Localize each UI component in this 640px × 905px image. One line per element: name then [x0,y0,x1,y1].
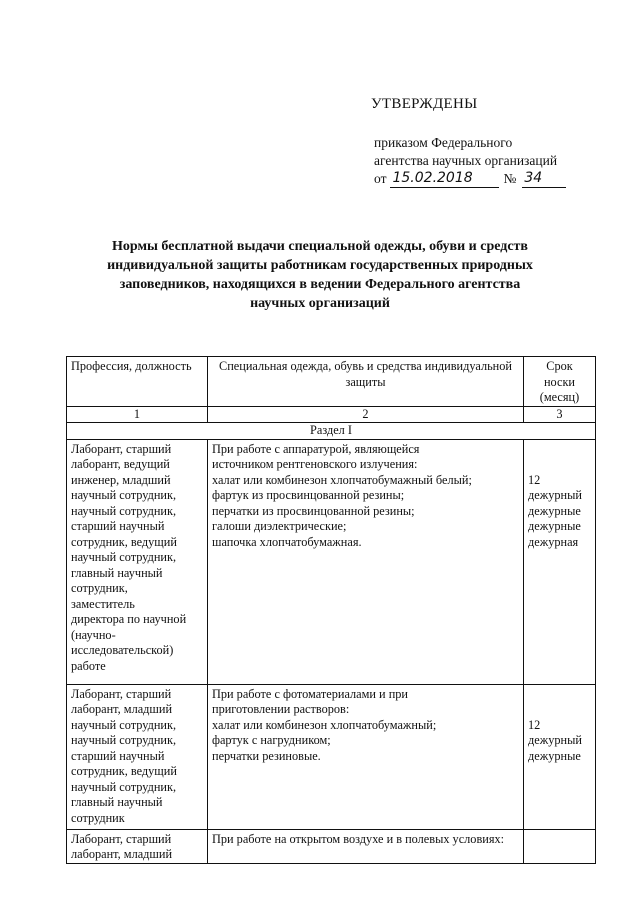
section-row [67,423,596,440]
profession-cell: Лаборант, старший лаборант, младший [67,829,208,863]
section-title: Раздел I [67,423,596,440]
approval-details [374,134,594,188]
equipment-list: халат или комбинезон хлопчатобумажный белый; фартук из просвинцованной резины; перчатки из просвинцованной резины; галоши диэлектрические; шапочка хлопчатобумажная. [212,472,472,549]
work-condition: При работе с аппаратурой, являющейся источником рентгеновского излучения: [212,441,420,471]
table-row [67,684,596,829]
equipment-list: халат или комбинезон хлопчатобумажный; фартук с нагрудником; перчатки резиновые. [212,717,437,763]
profession-cell: Лаборант, старший лаборант, младший научный сотрудник, научный сотрудник, старший научный сотрудник, ведущий научный сотрудник, главный научный сотрудник [67,684,208,829]
approval-heading: УТВЕРЖДЕНЫ [371,96,478,112]
document-title: Нормы бесплатной выдачи специальной одежды, обуви и средств индивидуальной защиты работникам государственных природных заповедников, находящихся в ведении Федерального агентства научных организаций [107,239,533,311]
number-prefix: № [503,171,517,186]
header-equipment: Специальная одежда, обувь и средства индивидуальной защиты [208,357,524,407]
term-cell [524,684,596,829]
work-condition: При работе с фотоматериалами и при приготовлении растворов: [212,686,409,716]
approval-date-line [374,170,594,188]
approval-line-1: приказом Федерального [374,135,513,150]
term-cell [524,829,596,863]
approval-line-2: агентства научных организаций [374,153,558,168]
norms-table [66,356,596,864]
term-values: 12 дежурный дежурные дежурные дежурная [528,472,582,549]
table-row [67,439,596,684]
handwritten-date: 15.02.2018 [390,170,499,188]
header-profession: Профессия, должность [67,357,208,407]
term-cell [524,439,596,684]
handwritten-number: 34 [522,170,566,188]
column-number-1: 1 [67,406,208,423]
table-number-row [67,406,596,423]
work-condition: При работе на открытом воздухе и в полевых условиях: [212,831,505,846]
term-values: 12 дежурный дежурные [528,717,582,763]
table-header-row [67,357,596,407]
approval-block [371,96,558,186]
profession-cell: Лаборант, старший лаборант, ведущий инженер, младший научный сотрудник, научный сотрудник, старший научный сотрудник, ведущий научный сотрудник, главный научный сотрудник, заместитель директора по научной (научно- исследовательской) работе [67,439,208,684]
equipment-cell [208,829,524,863]
header-term: Срок носки (месяц) [524,357,596,407]
column-number-2: 2 [208,406,524,423]
equipment-cell [208,439,524,684]
column-number-3: 3 [524,406,596,423]
table-row [67,829,596,863]
equipment-cell [208,684,524,829]
date-prefix: от [374,171,387,186]
